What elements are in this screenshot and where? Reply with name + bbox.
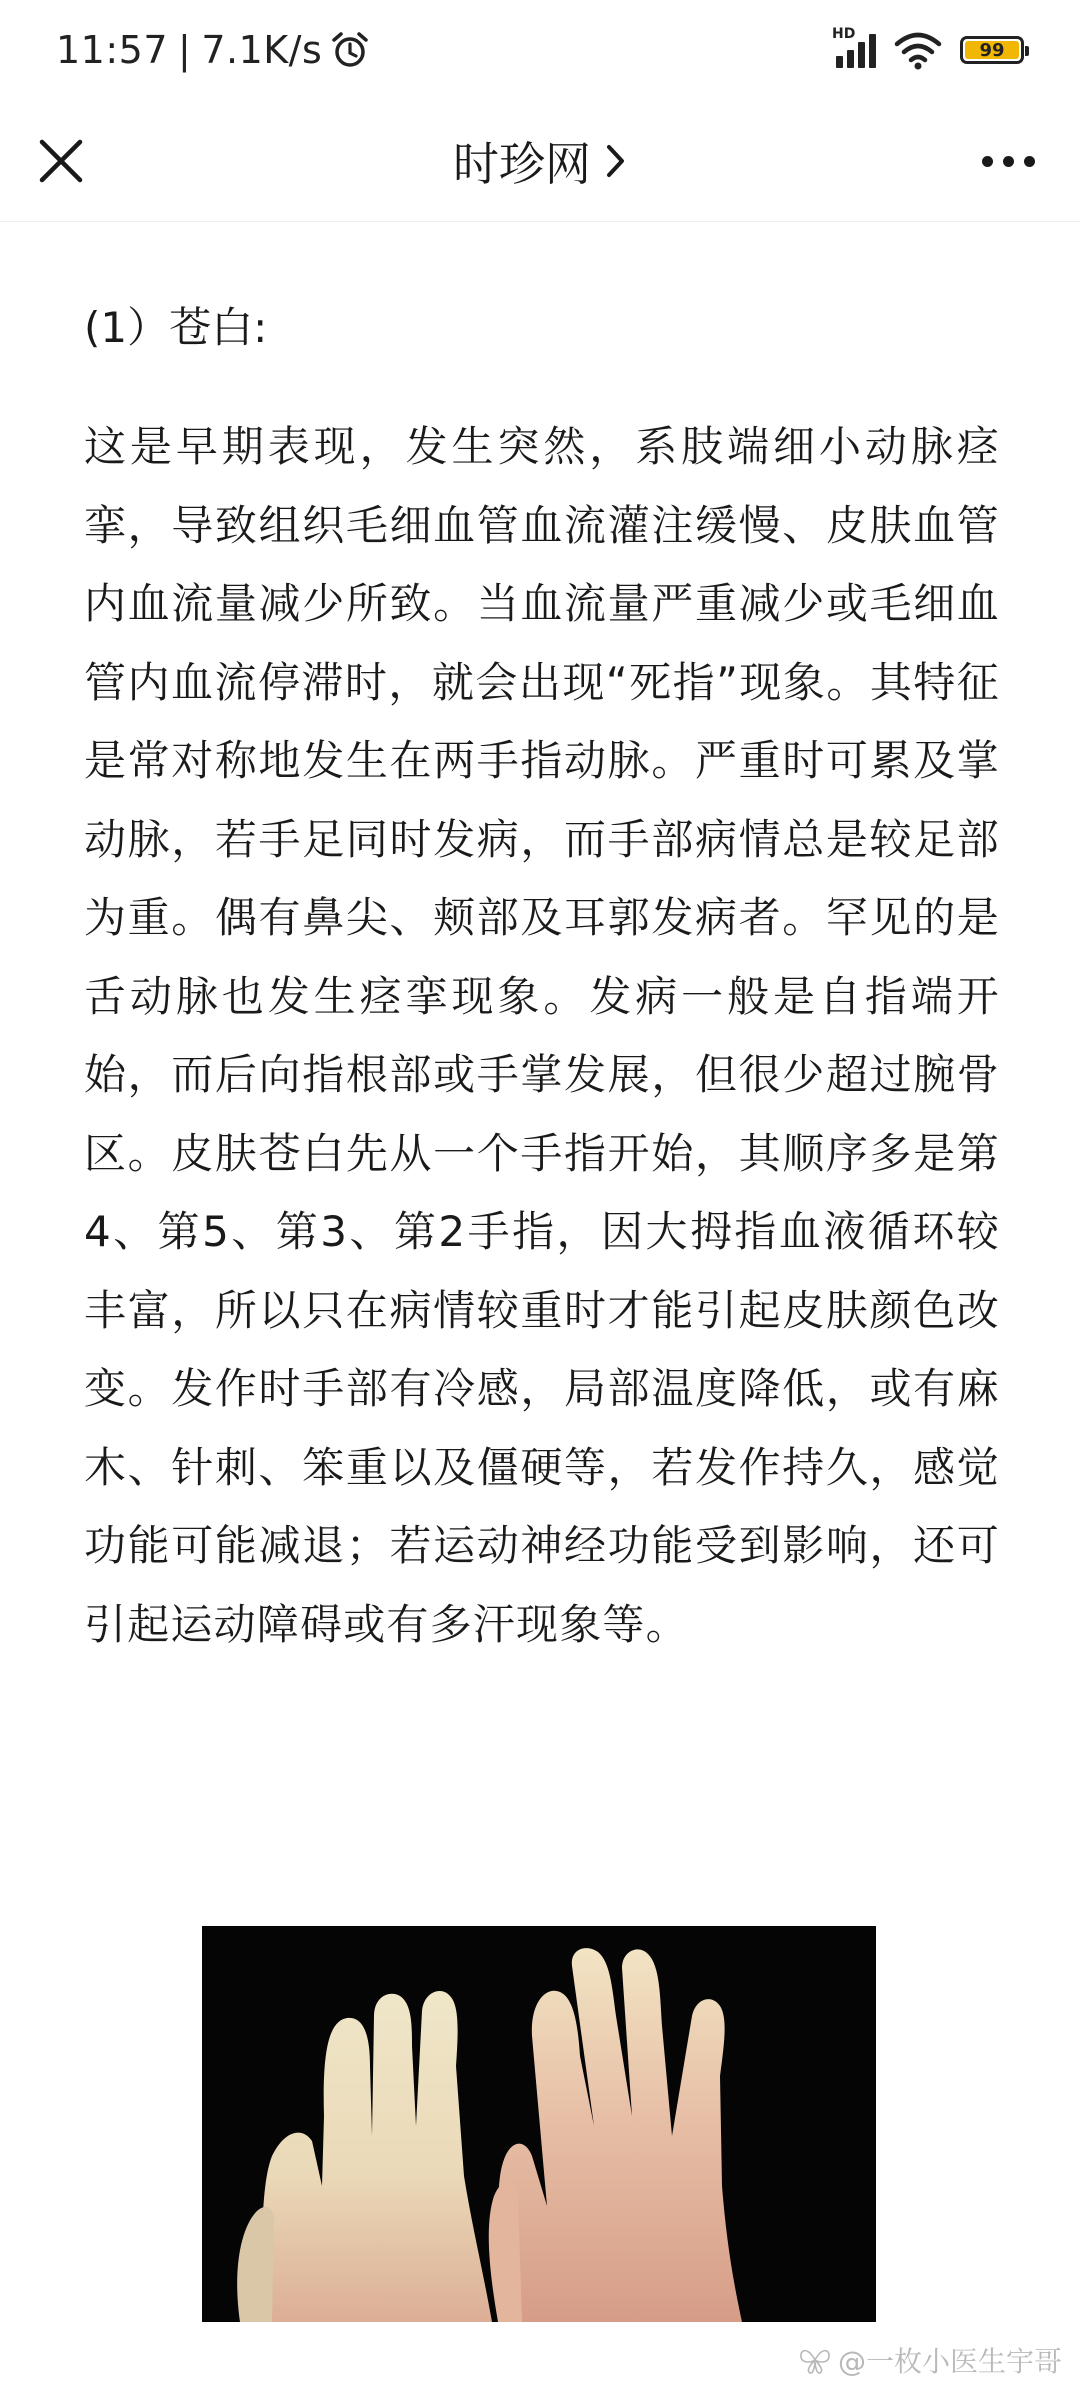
wifi-icon bbox=[894, 30, 942, 70]
more-icon bbox=[982, 156, 993, 167]
hands-photo[interactable] bbox=[202, 1926, 876, 2322]
battery-level: 99 bbox=[979, 39, 1005, 61]
signal-bar bbox=[869, 34, 876, 68]
alarm-clock-icon bbox=[330, 30, 370, 70]
article-paragraph: 这是早期表现，发生突然，系肢端细小动脉痉挛，导致组织毛细血管血流灌注缓慢、皮肤血管内血流量减少所致。当血流量严重减少或毛细血管内血流停滞时，就会出现“死指”现象。其特征是常对称地发生在两手指动脉。严重时可累及掌动脉，若手足同时发病，而手部病情总是较足部为重。偶有鼻尖、颊部及耳郭发病者。罕见的是舌动脉也发生痉挛现象。发病一般是自指端开始，而后向指根部或手掌发展，但很少超过腕骨区。皮肤苍白先从一个手指开始，其顺序多是第4、第5、第3、第2手指，因大拇指血液循环较丰富，所以只在病情较重时才能引起皮肤颜色改变。发作时手部有冷感，局部温度降低，或有麻木、针刺、笨重以及僵硬等，若发作持久，感觉功能可能减退；若运动神经功能受到影响，还可引起运动障碍或有多汗现象等。 bbox=[84, 422, 1000, 1649]
cellular-signal-icon bbox=[832, 26, 876, 68]
signal-bar bbox=[847, 50, 854, 68]
more-button[interactable] bbox=[966, 130, 1050, 192]
network-speed: 7.1K/s bbox=[201, 28, 323, 72]
article-content bbox=[84, 288, 1000, 1664]
status-left bbox=[56, 28, 370, 72]
signal-bar bbox=[858, 42, 865, 68]
close-icon bbox=[38, 138, 84, 184]
account-title-link[interactable] bbox=[453, 128, 627, 194]
signal-bar bbox=[836, 56, 843, 68]
status-bar bbox=[0, 0, 1080, 100]
watermark-text: @一枚小医生宇哥 bbox=[837, 2345, 1062, 2378]
more-icon-dot bbox=[1024, 156, 1035, 167]
status-separator: | bbox=[178, 28, 192, 72]
battery-icon bbox=[960, 36, 1024, 64]
status-time: 11:57 bbox=[56, 28, 169, 72]
more-icon-dot bbox=[1003, 156, 1014, 167]
raynaud-hands-image bbox=[202, 1926, 876, 2322]
status-right bbox=[832, 26, 1024, 70]
butterfly-icon bbox=[798, 2345, 832, 2375]
network-badge: HD bbox=[832, 26, 856, 42]
nav-bar bbox=[0, 100, 1080, 222]
page-title: 时珍网 bbox=[453, 136, 591, 191]
chevron-right-icon bbox=[605, 143, 627, 179]
close-button[interactable] bbox=[30, 130, 92, 192]
section-heading: (1）苍白: bbox=[84, 303, 268, 352]
watermark bbox=[798, 2340, 1062, 2380]
